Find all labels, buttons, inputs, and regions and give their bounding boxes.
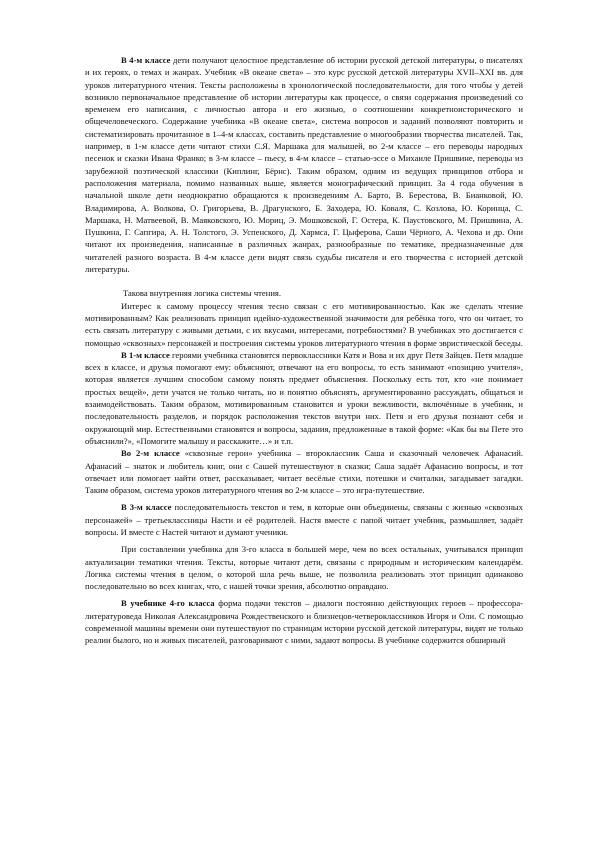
- paragraph-motivation: Интерес к самому процессу чтения тесно связан с его мотивированностью. Как же сделать чтение мотивированным? Как реализовать принцип идейно-художественной значимости для ребёнка того, что он читает, то есть связать литературу с живыми детьми, с их вкусами, интересами, потребностями? В учебниках это достигается с помощью «сквозных» персонажей и построения системы уроков литературного чтения в форме эвристической беседы.: [85, 300, 523, 348]
- paragraph-text: форма подачи текстов – диалоги постоянно действующих героев – профессора-литературоведа Николая Александровича Рождественского и близнецов-четвероклассников Игоря и Оли. С помощью современной машины времени они путешествуют по страницам истории русской детской литературы, видят не только реалии былого, но и живых писателей, разговаривают с ними, задают вопросы. В учебнике содержится обширный: [85, 598, 523, 646]
- paragraph-grade3: [85, 501, 523, 538]
- paragraph-text: последовательность текстов и тем, в которые они объединены, связаны с жизнью «сквозных персонажей» – третьеклассницы Насти и её родителей. Настя вместе с папой читает учебник, размышляет, задаёт вопросы. И вместе с Настей читают и думают ученики.: [85, 502, 523, 537]
- paragraph-grade4-intro: [85, 54, 523, 275]
- paragraph-grade3-principle: При составлении учебника для 3-го класса в большей мере, чем во всех остальных, учитывался принцип актуализации тематики чтения. Тексты, которые читают дети, связаны с природным и историческим календарём. Логика системы чтения в целом, о которой шла речь выше, не позволила реализовать этот принцип одинаково последовательно во всех книгах, что, с нашей точки зрения, абсолютно оправдано.: [85, 544, 523, 592]
- paragraph-text: дети получают целостное представление об истории русской детской литературы, о писателях и их героях, о темах и жанрах. Учебник «В океане света» – это курс русской детской литературы XVII–XXI вв. для уроков литературного чтения. Тексты расположены в хронологической последовательности, для того чтобы у детей возникло первоначальное представление об истории литературы как процессе, о связи содержания произведений со временем его написания, с личностью автора и его жизнью, о соотношении конкретноисторического и общечеловеческого. Содержание учебника «В океане света», система вопросов и заданий позволяют повторить и систематизировать прочитанное в 1–4-м классах, составить представление о многообразии творчества писателей. Так, например, в 1-м классе дети читают стихи С.Я. Маршака для малышей, во 2-м классе – его переводы народных песенок и сказки Ивана Франко; в 3-м классе – пьесу, в 4-м классе – статью-эссе о Михаиле Пришвине, переводы из зарубежной поэтической классики (Киплинг, Бёрнс). Таким образом, одним из ведущих принципов отбора и расположения материала, помимо названных выше, является монографический принцип. За 4 года обучения в начальной школе дети неоднократно обращаются к произведениям А. Барто, В. Берестова, В. Бианковой, Ю. Владимирова, А. Волкова, О. Григорьева, В. Драгунского, Б. Заходера, Ю. Коваля, С. Козлова, Ю. Коринца, С. Маршака, Н. Матвеевой, В. Маяковского, Ю. Мориц, Э. Мошковской, Г. Остера, К. Паустовского, М. Пришвина, А. Пушкина, Г. Сапгира, А. Н. Толстого, Э. Успенского, Д. Хармса, Г. Цыферова, Саши Чёрного, А. Чехова и др. Они читают их произведения, написанные в различных жанрах, разнообразные по тематике, предназначенные для читателей разного возраста. В 4-м классе дети видят связь судьбы писателя и его творчества с историей детской литературы.: [85, 55, 523, 275]
- paragraph-text: «сквозные герои» учебника – второклассник Саша и сказочный человечек Афанасий. Афанасий – знаток и любитель книг, они с Сашей путешествуют в сказки; Саша задаёт Афанасию вопросы, и тот отвечает или помогает найти ответ, рассказывает, читает весёлые стихи, потешки и считалки, загадывает загадки. Таким образом, система уроков литературного чтения во 2-м классе – это игра-путешествие.: [85, 448, 523, 496]
- paragraph-grade4-textbook: [85, 597, 523, 646]
- grade1-label: В 1-м классе: [121, 349, 170, 360]
- grade4-label: В 4-м классе: [121, 55, 171, 65]
- grade4-textbook-label: В учебнике 4-го класса: [121, 598, 215, 609]
- paragraph-grade2: [85, 447, 523, 496]
- document-page: [85, 54, 523, 647]
- grade2-label: Во 2-м классе: [121, 448, 180, 459]
- grade3-label: В 3-м классе: [121, 502, 172, 513]
- paragraph-grade1: [85, 349, 523, 447]
- paragraph-text: героями учебника становятся первоклассники Катя и Вова и их друг Петя Зайцев. Петя младше всех в классе, и друзья помогают ему: объясняют, отвечают на его вопросы, то есть занимают «позицию учителя», которая является лучшим способом самому понять предмет объяснения. Поскольку есть тот, кто «не понимает простых вещей», дети учатся не только читать, но и понятно объяснять, аргументированно рассуждать, общаться и взаимодействовать. Таким образом, мотивированным становится и уроки вежливости, включённые в учебник, и последовательность разделов, и порядок расположения текстов внутри них. Петя и его друзья познают себя и окружающий мир. Естественными становятся и вопросы, задания, предложенные в такой форме: «Как бы вы Пете это объяснили?», «Помогите малышу и расскажите…» и т.п.: [85, 349, 523, 446]
- section-heading: Такова внутренняя логика системы чтения.: [123, 288, 282, 299]
